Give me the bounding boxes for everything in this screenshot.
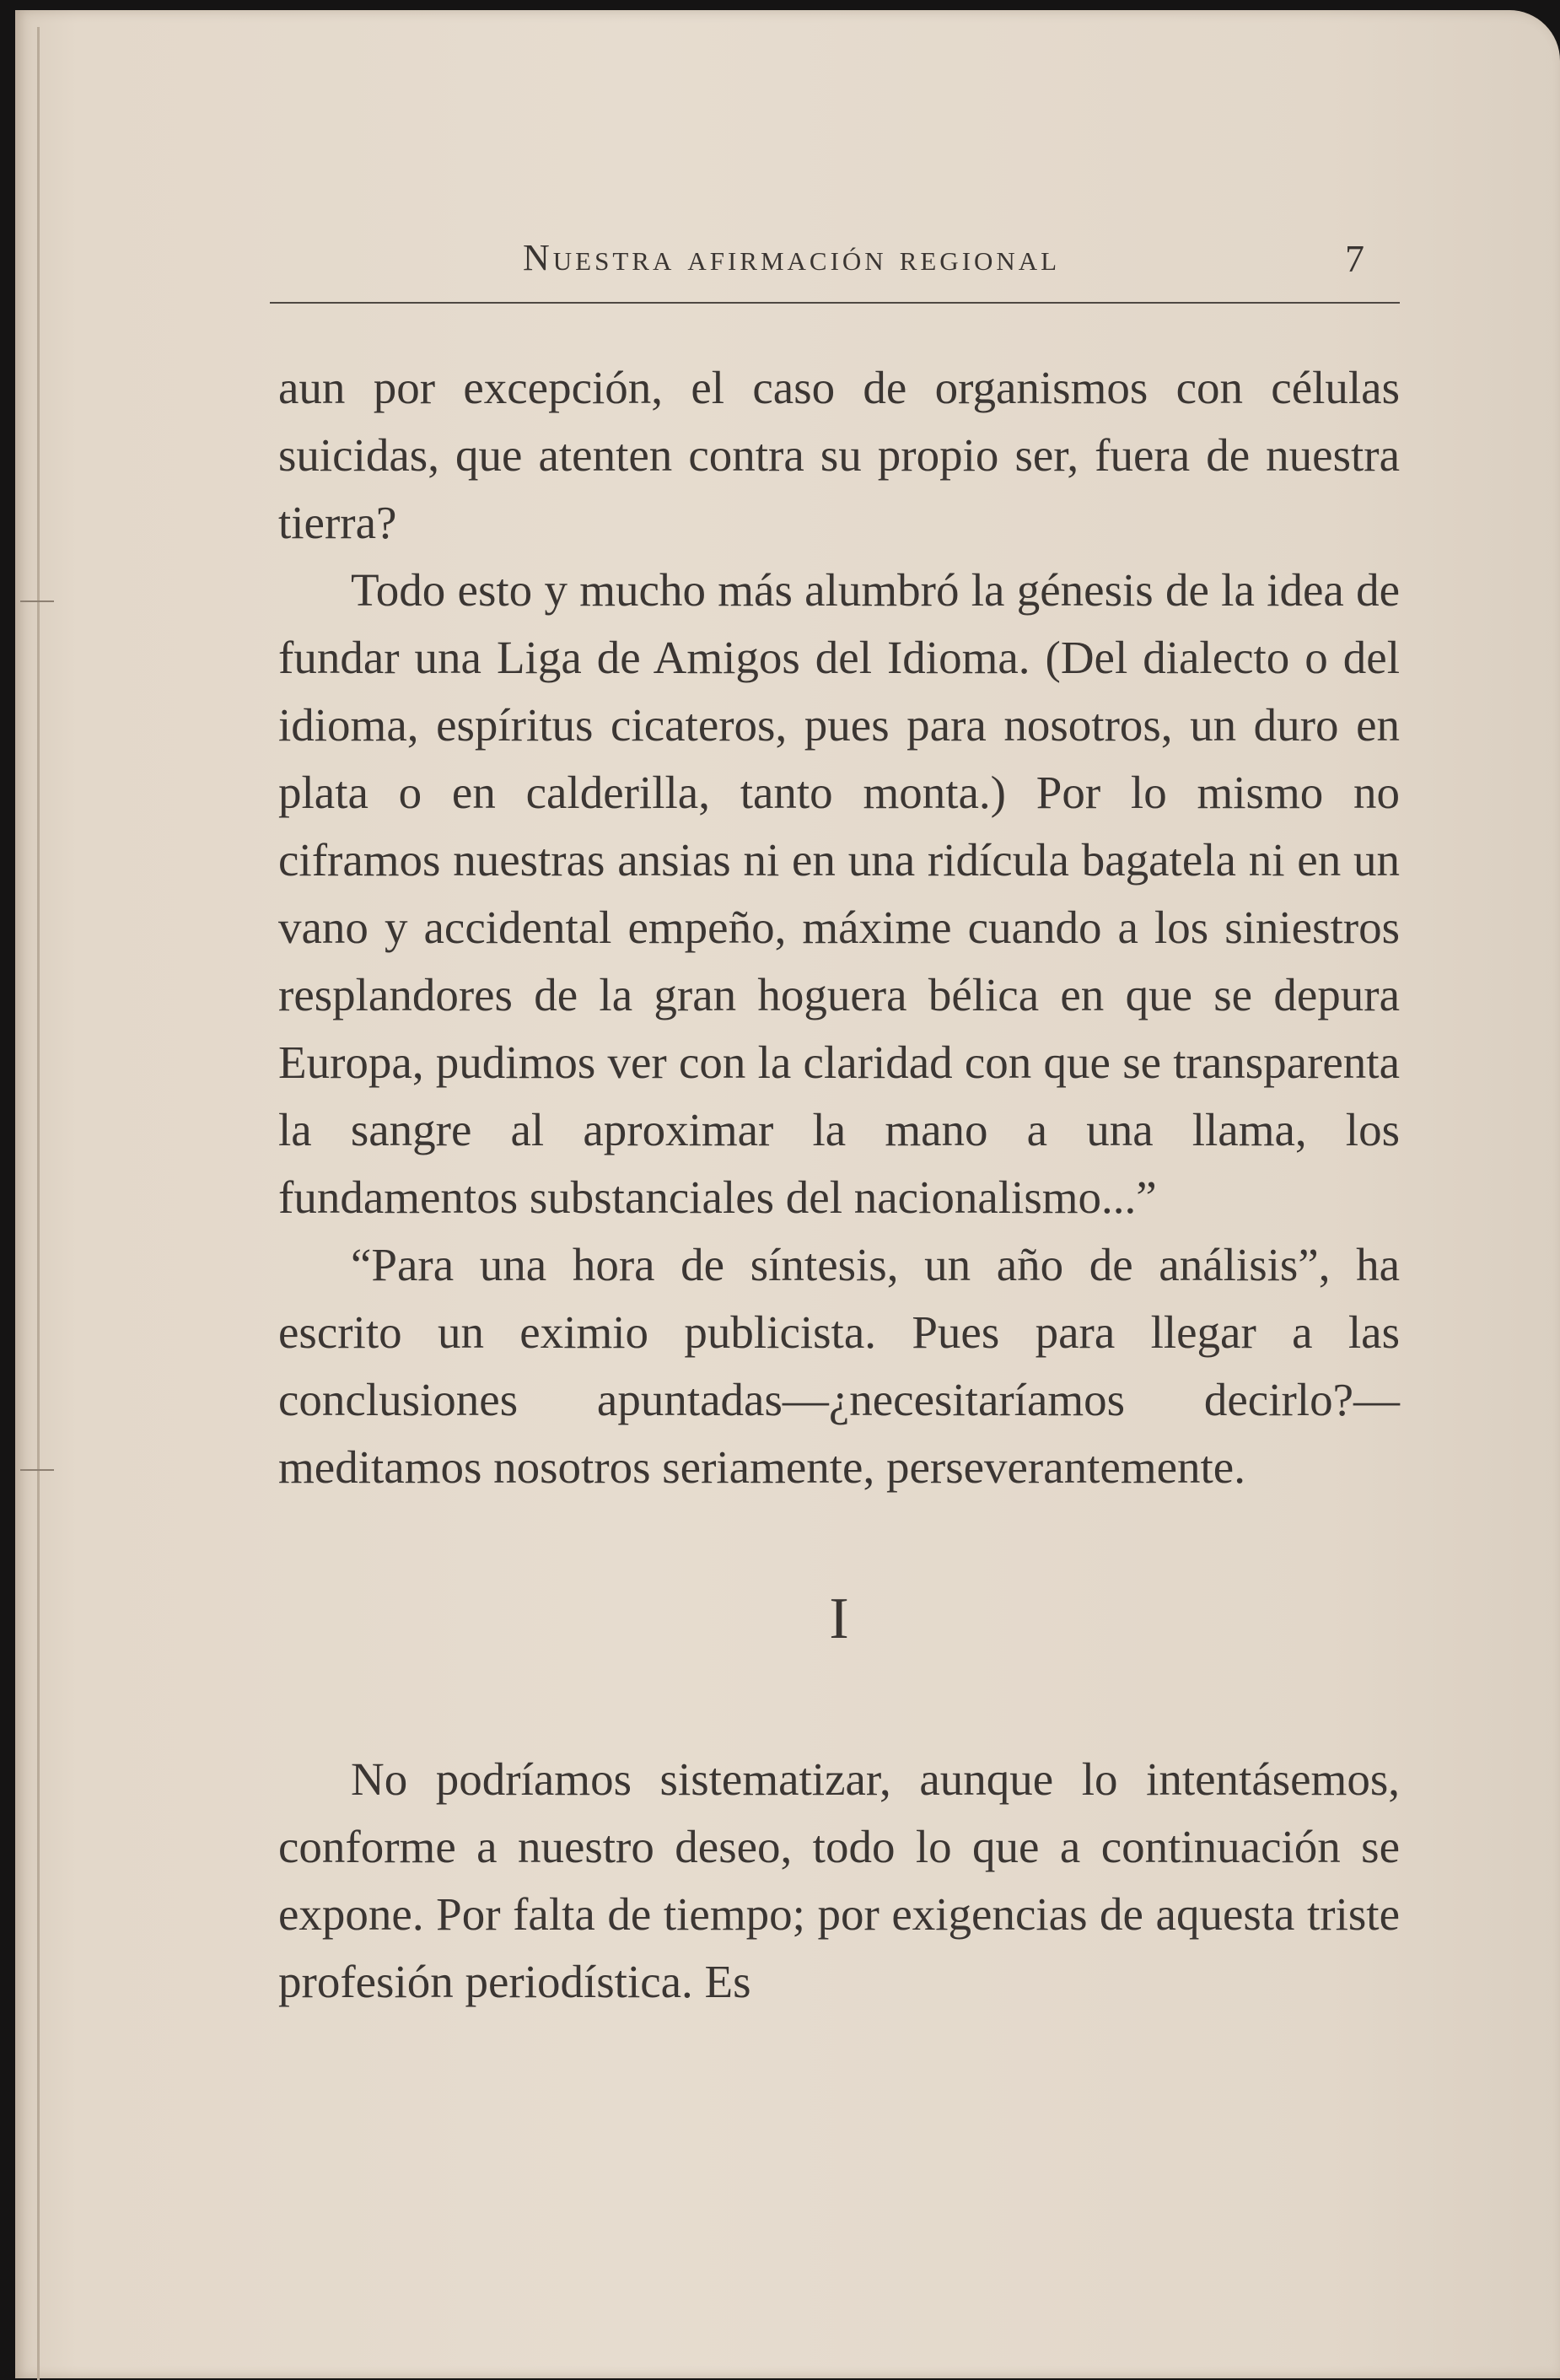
running-title: Nuestra afirmación regional — [523, 237, 1061, 278]
page-binding-edge — [37, 27, 40, 2380]
section-heading: I — [829, 1586, 849, 1651]
binding-mark — [20, 1469, 54, 1471]
paragraph-2: Todo esto y mucho más alumbró la génesis de la idea de fundar una Liga de Amigos del Idioma. (Del dialecto o del idioma, espíritus cicateros, pues para nosotros, un duro en plata o en calderilla, tanto monta.) Por lo mismo no ciframos nuestras ansias ni en una ridícula bagatela ni en un vano y accidental empeño, máxime cuando a los siniestros resplandores de la gran hoguera bélica en que se depura Europa, pudimos ver con la claridad con que se transparenta la sangre al aproximar la mano a una llama, los fundamentos substanciales del nacionalismo...” — [278, 564, 1400, 1223]
paragraph-1: aun por excepción, el caso de organismos con células suicidas, que atenten contra su propio ser, fuera de nuestra tierra? — [278, 362, 1400, 548]
header-rule — [270, 302, 1400, 304]
page-header — [270, 236, 1400, 295]
body-text — [278, 354, 1400, 2016]
paragraph-4: No podríamos sistematizar, aunque lo intentásemos, conforme a nuestro deseo, todo lo que a continuación se expone. Por falta de tiempo; por exigencias de aquesta triste profesión periodística. Es — [278, 1753, 1400, 2007]
page-number: 7 — [1345, 237, 1364, 280]
binding-mark — [20, 600, 54, 602]
paragraph-3: “Para una hora de síntesis, un año de análisis”, ha escrito un eximio publicista. Pues para llegar a las conclusiones apuntadas—¿necesitaríamos decirlo?—meditamos nosotros seriamente, perseverantemente. — [278, 1239, 1400, 1493]
